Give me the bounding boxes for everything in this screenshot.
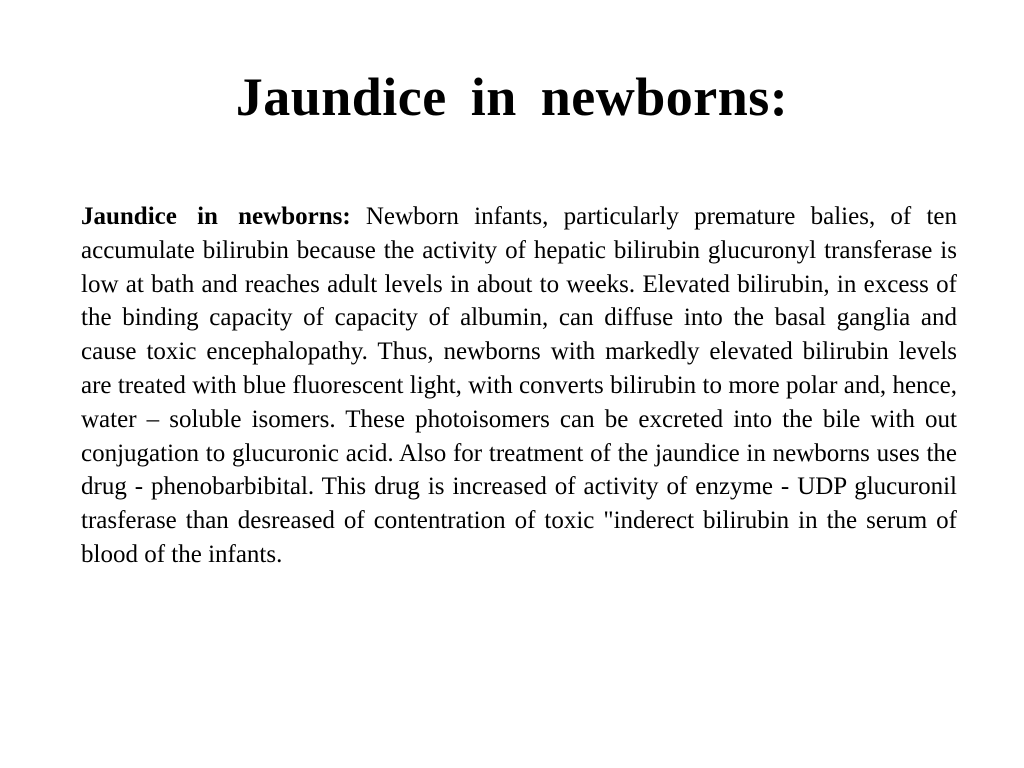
slide-title: Jaundice in newborns: [235, 67, 789, 127]
body-lead-term: Jaundice in newborns: [81, 203, 351, 230]
body-text: Newborn infants, particularly premature balies, of ten accumulate bilirubin because the activity of hepatic bilirubin glucuronyl transferase is low at bath and reaches adult levels in about to weeks. Elevated bilirubin, in excess of the binding capacity of capacity of albumin, can diffuse into the basal ganglia and cause toxic encephalopathy. Thus, newborns with markedly elevated bilirubin levels are treated with blue fluorescent light, with converts bilirubin to more polar and, hence, water – soluble isomers. These photoisomers can be excreted into the bile with out conjugation to glucuronic acid. Also for treatment of the jaundice in newborns uses the drug - phenobarbibital. This drug is increased of activity of enzyme - UDP glucuronil trasferase than desreased of contentration of toxic "inderect bilirubin in the serum of blood of the infants. [81, 203, 957, 568]
slide-body-paragraph [81, 200, 957, 572]
